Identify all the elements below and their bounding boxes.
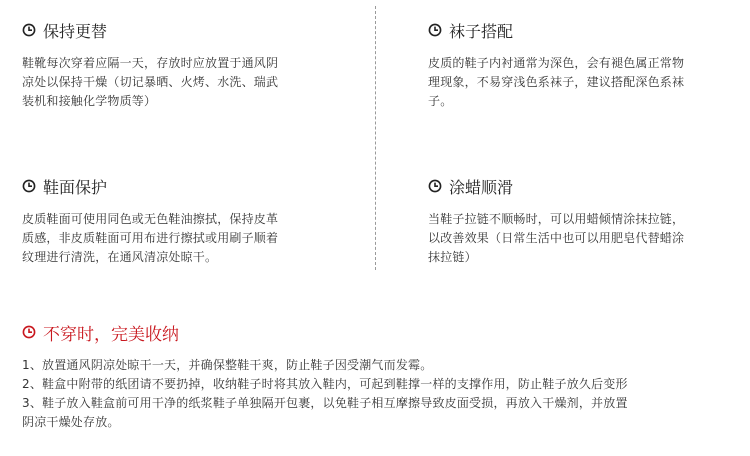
section-wax-text: [428, 210, 738, 267]
section-socks: [428, 18, 738, 111]
section-wax-heading: [428, 174, 738, 198]
section-rotate-text: [22, 54, 357, 111]
list-item: 阴凉干燥处存放。: [22, 415, 120, 429]
text-line: 子。: [428, 94, 453, 108]
section-storage-heading: [22, 320, 737, 344]
section-storage-title: 不穿时，完美收纳: [43, 324, 179, 345]
text-line: 凉处以保持干燥（切记暴晒、火烤、水洗、瑞武: [22, 75, 279, 89]
text-line: 皮质的鞋子内衬通常为深色，会有褪色属正常物: [428, 56, 685, 70]
list-item: 2、鞋盒中附带的纸团请不要扔掉，收纳鞋子时将其放入鞋内，可起到鞋撑一样的支撑作用，防止鞋子放久后变形: [22, 377, 628, 391]
clock-icon: [22, 325, 36, 339]
section-rotate: [22, 18, 357, 111]
text-line: 装机和接触化学物质等）: [22, 94, 157, 108]
clock-icon: [428, 179, 442, 193]
section-wax: [428, 174, 738, 267]
section-socks-text: [428, 54, 738, 111]
section-surface-heading: [22, 174, 357, 198]
column-divider: [375, 6, 376, 270]
list-item: 3、鞋子放入鞋盒前可用干净的纸浆鞋子单独隔开包裹，以免鞋子相互摩擦导致皮面受损，再放入干燥剂，并放置: [22, 396, 628, 410]
clock-icon: [428, 23, 442, 37]
text-line: 当鞋子拉链不顺畅时，可以用蜡倾情涂抹拉链，: [428, 212, 685, 226]
section-socks-title: 袜子搭配: [449, 21, 514, 41]
text-line: 理现象，不易穿浅色系袜子，建议搭配深色系袜: [428, 75, 685, 89]
section-wax-title: 涂蜡顺滑: [449, 177, 514, 197]
section-socks-heading: [428, 18, 738, 42]
section-surface: [22, 174, 357, 267]
section-surface-text: [22, 210, 357, 267]
section-rotate-heading: [22, 18, 357, 42]
text-line: 以改善效果（日常生活中也可以用肥皂代替蜡涂: [428, 231, 685, 245]
section-surface-title: 鞋面保护: [43, 177, 108, 197]
text-line: 抹拉链）: [428, 250, 477, 264]
section-storage: [22, 320, 737, 432]
section-rotate-title: 保持更替: [43, 21, 108, 41]
text-line: 质感，非皮质鞋面可用布进行擦拭或用刷子顺着: [22, 231, 279, 245]
text-line: 皮质鞋面可使用同色或无色鞋油擦拭，保持皮革: [22, 212, 279, 226]
text-line: 鞋靴每次穿着应隔一天，存放时应放置于通风阴: [22, 56, 279, 70]
list-item: 1、放置通风阴凉处晾干一天，并确保整鞋干爽，防止鞋子因受潮气而发霉。: [22, 358, 433, 372]
clock-icon: [22, 23, 36, 37]
storage-list: [22, 356, 737, 432]
clock-icon: [22, 179, 36, 193]
text-line: 纹理进行清洗，在通风清凉处晾干。: [22, 250, 218, 264]
